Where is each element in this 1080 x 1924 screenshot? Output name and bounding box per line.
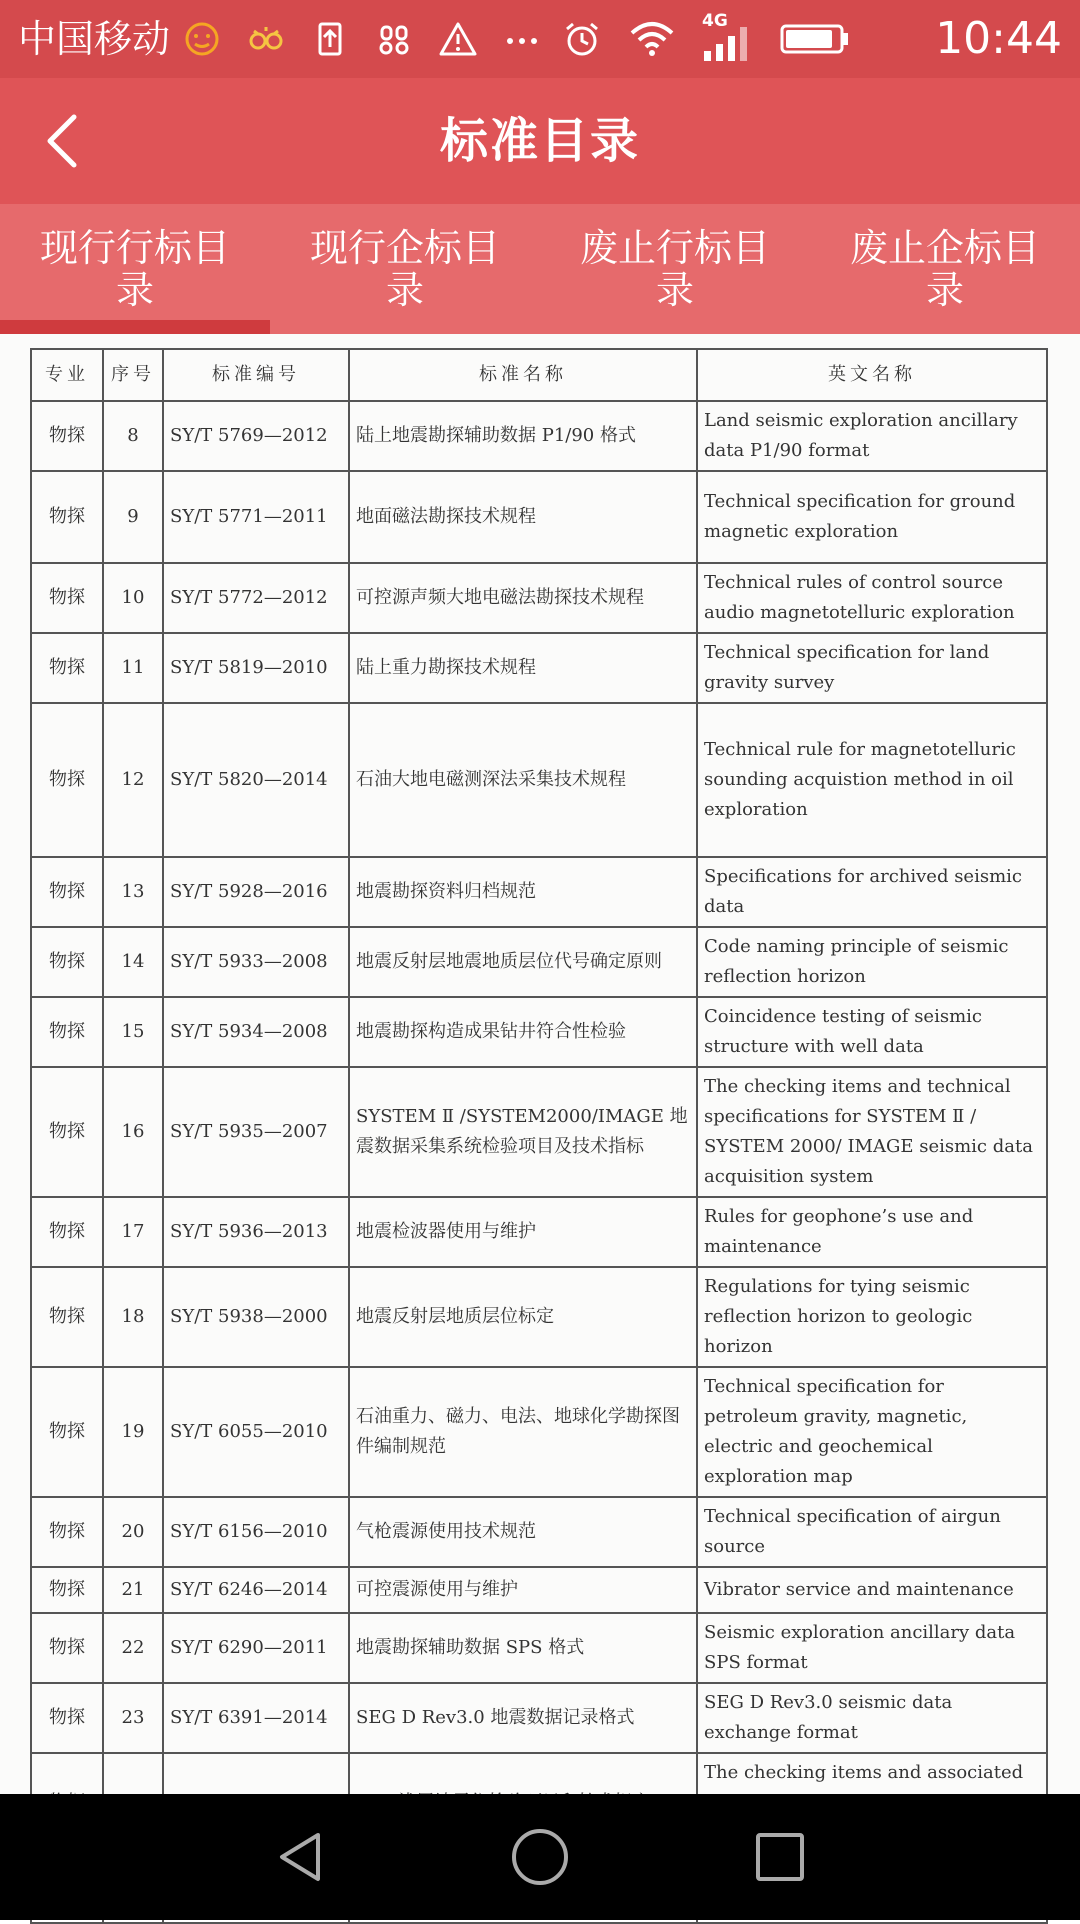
- app-bar: [0, 78, 1080, 204]
- cell-en-name: The checking items and associated: [697, 1753, 1047, 1853]
- cell-code: SY/T 5772—2012: [163, 563, 349, 633]
- battery-icon: [780, 19, 850, 59]
- cell-no: 17: [103, 1197, 163, 1267]
- carrier-name: 中国移动: [18, 17, 171, 61]
- table-row: [31, 471, 1047, 563]
- cell-cn-name: 地震勘探辅助数据 SPS 格式: [349, 1613, 697, 1683]
- cell-no: 18: [103, 1267, 163, 1367]
- header-no: 序号: [103, 349, 163, 401]
- cell-en-name: Vibrator service and maintenance: [697, 1567, 1047, 1613]
- clock: 10:44: [935, 13, 1062, 64]
- tab-label: 现行企标目录: [309, 226, 500, 312]
- cell-major: 物探: [31, 1567, 103, 1613]
- standards-table: [30, 348, 1048, 1924]
- tab-bar: [0, 204, 1080, 334]
- nav-back-button[interactable]: [260, 1822, 340, 1892]
- cell-code: SY/T 5820—2014: [163, 703, 349, 857]
- cell-major: 物探: [31, 633, 103, 703]
- cell-no: 15: [103, 997, 163, 1067]
- home-circle-icon: [508, 1825, 572, 1889]
- table-row: [31, 1613, 1047, 1683]
- table-row: [31, 1497, 1047, 1567]
- header-code: 标准编号: [163, 349, 349, 401]
- cell-en-name: Land seismic exploration ancillary data P1/90 format: [697, 401, 1047, 471]
- cell-cn-name: 陆上地震勘探辅助数据 P1/90 格式: [349, 401, 697, 471]
- cell-en-name: Seismic exploration ancillary data SPS format: [697, 1613, 1047, 1683]
- cell-code: SY/T 5819—2010: [163, 633, 349, 703]
- cell-major: 物探: [31, 1683, 103, 1753]
- glasses-icon: [246, 19, 286, 59]
- cell-code: SY/T 5928—2016: [163, 857, 349, 927]
- cell-major: 物探: [31, 703, 103, 857]
- more-dots-icon: [502, 19, 542, 59]
- alarm-icon: [562, 19, 602, 59]
- cell-cn-name: 石油重力、磁力、电法、地球化学勘探图件编制规范: [349, 1367, 697, 1497]
- cell-cn-name: 可控震源使用与维护: [349, 1567, 697, 1613]
- network-type: 4G: [702, 11, 728, 31]
- cell-cn-name: 地震反射层地震地质层位代号确定原则: [349, 927, 697, 997]
- cell-code: SY/T 6156—2010: [163, 1497, 349, 1567]
- cell-no: 13: [103, 857, 163, 927]
- tab-current-enterprise-standards[interactable]: [270, 204, 540, 334]
- cell-en-name: The checking items and technical specifications for SYSTEM Ⅱ / SYSTEM 2000/ IMAGE seismic data acquisition system: [697, 1067, 1047, 1197]
- table-row: [31, 1683, 1047, 1753]
- cell-no: 14: [103, 927, 163, 997]
- table-row: [31, 401, 1047, 471]
- tab-obsolete-enterprise-standards[interactable]: [810, 204, 1080, 334]
- cell-cn-name: 地震检波器使用与维护: [349, 1197, 697, 1267]
- cell-en-name: Regulations for tying seismic reflection horizon to geologic horizon: [697, 1267, 1047, 1367]
- nav-home-button[interactable]: [500, 1822, 580, 1892]
- cell-en-name: SEG D Rev3.0 seismic data exchange format: [697, 1683, 1047, 1753]
- hands-icon: [374, 19, 414, 59]
- cell-no: 9: [103, 471, 163, 563]
- table-row: [31, 997, 1047, 1067]
- tab-label: 现行行标目录: [39, 226, 230, 312]
- cell-major: 物探: [31, 997, 103, 1067]
- cell-code: SY/T 5771—2011: [163, 471, 349, 563]
- cell-en-name: Technical specification for land gravity survey: [697, 633, 1047, 703]
- cell-major: 物探: [31, 1197, 103, 1267]
- header-cn-name: 标准名称: [349, 349, 697, 401]
- cell-cn-name: 气枪震源使用技术规范: [349, 1497, 697, 1567]
- cell-en-name: Specifications for archived seismic data: [697, 857, 1047, 927]
- table-row: [31, 1567, 1047, 1613]
- cell-cn-name: 可控源声频大地电磁法勘探技术规程: [349, 563, 697, 633]
- cell-en-name: Technical rules of control source audio magnetotelluric exploration: [697, 563, 1047, 633]
- page-title: 标准目录: [439, 113, 640, 169]
- cell-no: 8: [103, 401, 163, 471]
- cell-en-name: Technical specification for petroleum gravity, magnetic, electric and geochemical exploration map: [697, 1367, 1047, 1497]
- signal-indicator: [702, 11, 754, 63]
- table-row: [31, 703, 1047, 857]
- cell-cn-name: 地震勘探资料归档规范: [349, 857, 697, 927]
- cell-cn-name: 地面磁法勘探技术规程: [349, 471, 697, 563]
- cell-no: 11: [103, 633, 163, 703]
- cell-code: SY/T 5935—2007: [163, 1067, 349, 1197]
- table-row: [31, 857, 1047, 927]
- table-row: [31, 1067, 1047, 1197]
- cell-cn-name: SYSTEM Ⅱ /SYSTEM2000/IMAGE 地震数据采集系统检验项目及技术指标: [349, 1067, 697, 1197]
- table-row: [31, 1267, 1047, 1367]
- cell-code: SY/T 5936—2013: [163, 1197, 349, 1267]
- cell-en-name: Code naming principle of seismic reflection horizon: [697, 927, 1047, 997]
- tab-label: 废止企标目录: [849, 226, 1040, 312]
- emoji-icon: [182, 19, 222, 59]
- cell-code: SY/T 6391—2014: [163, 1683, 349, 1753]
- recents-square-icon: [750, 1827, 810, 1887]
- header-major: 专业: [31, 349, 103, 401]
- cell-major: 物探: [31, 927, 103, 997]
- cell-code: SY/T 5938—2000: [163, 1267, 349, 1367]
- cell-no: 16: [103, 1067, 163, 1197]
- cell-code: SY/T 5933—2008: [163, 927, 349, 997]
- cell-no: 20: [103, 1497, 163, 1567]
- cell-code: SY/T 6055—2010: [163, 1367, 349, 1497]
- tab-current-industry-standards[interactable]: [0, 204, 270, 334]
- cell-major: 物探: [31, 1613, 103, 1683]
- tab-obsolete-industry-standards[interactable]: [540, 204, 810, 334]
- cell-en-name: Coincidence testing of seismic structure with well data: [697, 997, 1047, 1067]
- header-en-name: 英文名称: [697, 349, 1047, 401]
- notification-icons: [182, 16, 542, 62]
- cell-major: 物探: [31, 1267, 103, 1367]
- cell-major: 物探: [31, 1067, 103, 1197]
- cell-en-name: Technical specification of airgun source: [697, 1497, 1047, 1567]
- cell-major: 物探: [31, 1497, 103, 1567]
- upload-icon: [310, 19, 350, 59]
- table-row: [31, 563, 1047, 633]
- table-row: [31, 633, 1047, 703]
- tab-label: 废止行标目录: [579, 226, 770, 312]
- cell-major: 物探: [31, 563, 103, 633]
- system-nav-bar: [0, 1794, 1080, 1920]
- cell-no: 22: [103, 1613, 163, 1683]
- table-row: [31, 1197, 1047, 1267]
- cell-major: 物探: [31, 401, 103, 471]
- cell-no: 23: [103, 1683, 163, 1753]
- system-icons: [562, 11, 850, 64]
- table-row: [31, 927, 1047, 997]
- cell-major: 物探: [31, 471, 103, 563]
- cell-no: 21: [103, 1567, 163, 1613]
- cell-code: SY/T 5934—2008: [163, 997, 349, 1067]
- back-triangle-icon: [270, 1827, 330, 1887]
- cell-cn-name: 地震勘探构造成果钻井符合性检验: [349, 997, 697, 1067]
- cell-no: 12: [103, 703, 163, 857]
- standards-document[interactable]: [0, 334, 1080, 1794]
- nav-recents-button[interactable]: [740, 1822, 820, 1892]
- cell-en-name: Technical rule for magnetotelluric sounding acquistion method in oil exploration: [697, 703, 1047, 857]
- cell-code: SY/T 6246—2014: [163, 1567, 349, 1613]
- warning-icon: [438, 19, 478, 59]
- cell-no: 19: [103, 1367, 163, 1497]
- cell-cn-name: 石油大地电磁测深法采集技术规程: [349, 703, 697, 857]
- cell-cn-name: 陆上重力勘探技术规程: [349, 633, 697, 703]
- cell-code: SY/T 6290—2011: [163, 1613, 349, 1683]
- signal-icon: [702, 25, 754, 63]
- wifi-icon: [628, 19, 676, 59]
- cell-no: 10: [103, 563, 163, 633]
- cell-major: 物探: [31, 1367, 103, 1497]
- cell-cn-name: 地震反射层地质层位标定: [349, 1267, 697, 1367]
- cell-en-name: Rules for geophone’s use and maintenance: [697, 1197, 1047, 1267]
- status-bar: [0, 0, 1080, 78]
- cell-code: SY/T 5769—2012: [163, 401, 349, 471]
- cell-en-name: Technical specification for ground magnetic exploration: [697, 471, 1047, 563]
- cell-major: 物探: [31, 857, 103, 927]
- table-row: [31, 1367, 1047, 1497]
- table-header-row: [31, 349, 1047, 401]
- cell-cn-name: SEG D Rev3.0 地震数据记录格式: [349, 1683, 697, 1753]
